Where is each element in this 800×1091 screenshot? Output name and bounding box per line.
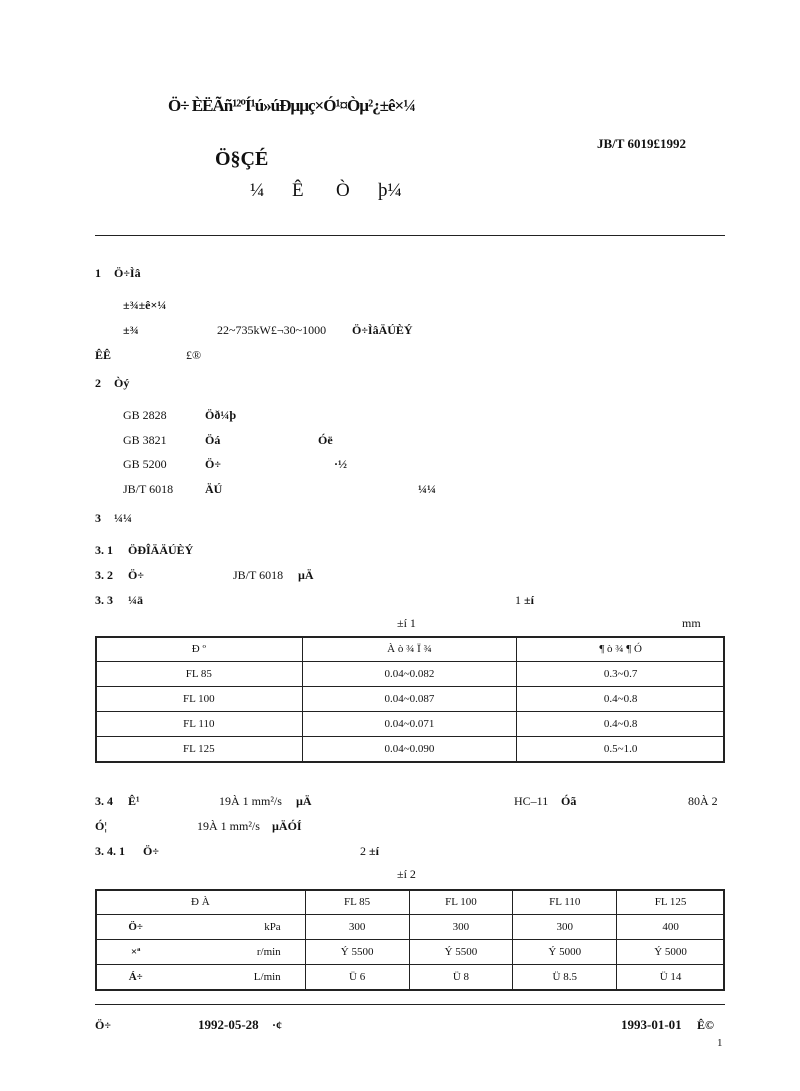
issued-lead: Ö÷ <box>95 1018 111 1032</box>
section-3-4-code-tail: Óã <box>561 794 577 808</box>
table-cell: Ü 8 <box>409 965 513 990</box>
section-3-4-line2-lead: Ó¦ <box>95 819 107 833</box>
section-1-line2-tail: Ö÷ÌâÄÚÈÝ <box>352 323 413 337</box>
table-header-cell: Ð À <box>96 890 306 915</box>
effective-date: 1993-01-01 <box>621 1017 682 1032</box>
section-3-4-1-lead: Ö÷ <box>143 844 159 858</box>
section-1-line2-lead: ±¾ <box>123 323 139 337</box>
section-2-number: 2 <box>95 376 101 390</box>
ref-mark-2: ¼¼ <box>418 482 436 496</box>
table-cell: 0.04~0.071 <box>302 712 517 737</box>
effective-tail: Ê© <box>697 1018 714 1032</box>
section-1-line2-text: 22~735kW£¬30~1000 <box>217 323 327 337</box>
table-cell: 300 <box>409 915 513 940</box>
ref-code: GB 2828 <box>123 408 167 422</box>
table-cell: 0.04~0.082 <box>302 662 517 687</box>
section-3-2-number: 3. 2 <box>95 568 113 582</box>
standard-number: JB/T 6019£1992 <box>597 136 686 151</box>
table-cell: 0.4~0.8 <box>517 687 725 712</box>
param-name: ×ª <box>96 940 176 965</box>
ref-mark-2: Óë <box>318 433 333 447</box>
ref-code: GB 5200 <box>123 457 167 471</box>
section-3-4-right: 80À 2 <box>688 794 718 808</box>
section-1-number: 1 <box>95 266 101 280</box>
product-name: Ö§ÇÉ <box>215 148 269 170</box>
issued-tail: ·¢ <box>272 1018 283 1032</box>
section-3-4-1-ref: 2 <box>360 844 366 858</box>
section-3-2-lead: Ö÷ <box>128 568 144 582</box>
table-row <box>96 940 725 965</box>
table-2-caption: ±í 2 <box>397 867 416 881</box>
param-unit: kPa <box>175 915 305 940</box>
section-3-4-1-tail: ±í <box>369 844 379 858</box>
section-3-3-lead: ¼ä <box>128 593 143 607</box>
section-3-4-1-number: 3. 4. 1 <box>95 844 125 858</box>
ref-mark: ÄÚ <box>205 482 223 496</box>
section-2-title: Òý <box>114 376 130 390</box>
ref-mark: Öð¼þ <box>205 408 237 422</box>
table-cell: 0.04~0.090 <box>302 737 517 762</box>
table-header-cell: FL 110 <box>513 890 617 915</box>
section-3-title: ¼¼ <box>114 511 132 525</box>
section-3-number: 3 <box>95 511 101 525</box>
table-cell: Ý 5500 <box>409 940 513 965</box>
table-cell: 300 <box>305 915 409 940</box>
table-1-unit: mm <box>682 616 701 630</box>
ref-mark: Ö÷ <box>205 457 221 471</box>
table-cell: 0.04~0.087 <box>302 687 517 712</box>
section-3-4-mid: µÄ <box>296 794 312 808</box>
table-cell: Ý 5000 <box>617 940 725 965</box>
table-row <box>96 662 725 687</box>
table-row <box>96 687 725 712</box>
section-1-title: Ö÷Ìâ <box>114 266 141 280</box>
section-3-1-text: ÖÐÎÄÄÚÈÝ <box>128 543 194 557</box>
page-number: 1 <box>717 1037 723 1049</box>
section-1-line3-lead: ÊÊ <box>95 348 112 362</box>
section-3-1-number: 3. 1 <box>95 543 113 557</box>
table-header-cell: Ð º <box>96 637 303 662</box>
subtitle-char-1: ¼ <box>250 180 265 201</box>
section-3-4-number: 3. 4 <box>95 794 113 808</box>
issued-date: 1992-05-28 <box>198 1017 259 1032</box>
table-1-caption: ±í 1 <box>397 616 416 630</box>
standard-title: Ö÷ ÈËÃñ¹²ºÍ¹ú»úÐµµç×Ó¹¤Òµ²¿±ê×¼ <box>168 96 415 115</box>
param-name: Á÷ <box>96 965 176 990</box>
ref-mark: Öá <box>205 433 221 447</box>
table-cell: Ü 14 <box>617 965 725 990</box>
table-header-cell: ¶ ò ¾ ¶ Ó <box>517 637 725 662</box>
table-row <box>96 965 725 990</box>
table-row <box>96 737 725 762</box>
table-cell: 0.5~1.0 <box>517 737 725 762</box>
ref-mark-2: ·½ <box>334 457 348 471</box>
section-3-2-tail: µÄ <box>298 568 314 582</box>
section-3-3-ref: 1 <box>515 593 521 607</box>
param-unit: r/min <box>175 940 305 965</box>
table-cell: FL 100 <box>96 687 303 712</box>
table-1 <box>95 636 725 762</box>
param-unit: L/min <box>175 965 305 990</box>
table-cell: Ü 6 <box>305 965 409 990</box>
section-3-4-text: 19À 1 mm²/s <box>219 794 282 808</box>
table-cell: 0.3~0.7 <box>517 662 725 687</box>
table-cell: FL 110 <box>96 712 303 737</box>
ref-code: JB/T 6018 <box>123 482 174 496</box>
table-header-cell: À ò ¾ Ï ¾ <box>302 637 517 662</box>
table-cell: FL 125 <box>96 737 303 762</box>
section-3-3-number: 3. 3 <box>95 593 113 607</box>
table-cell: FL 85 <box>96 662 303 687</box>
footer-divider <box>95 1004 725 1005</box>
table-header-cell: FL 100 <box>409 890 513 915</box>
table-cell: Ý 5000 <box>513 940 617 965</box>
table-row <box>96 915 725 940</box>
section-3-4-code: HC–11 <box>514 794 549 808</box>
table-cell: Ý 5500 <box>305 940 409 965</box>
section-1-line3-tail: £® <box>186 348 202 362</box>
ref-code: GB 3821 <box>123 433 167 447</box>
section-3-4-line2-tail: µÄÓÍ <box>272 819 302 833</box>
param-name: Ö÷ <box>96 915 176 940</box>
table-row <box>96 712 725 737</box>
section-3-4-line2-text: 19À 1 mm²/s <box>197 819 260 833</box>
section-3-3-tail: ±í <box>524 593 534 607</box>
table-header-cell: FL 85 <box>305 890 409 915</box>
subtitle-char-3: Ò <box>336 180 350 201</box>
section-3-2-text: JB/T 6018 <box>233 568 284 582</box>
table-cell: Ü 8.5 <box>513 965 617 990</box>
section-3-4-lead: Ê¹ <box>128 794 140 808</box>
table-cell: 300 <box>513 915 617 940</box>
subtitle-char-2: Ê <box>292 180 304 201</box>
table-cell: 0.4~0.8 <box>517 712 725 737</box>
table-cell: 400 <box>617 915 725 940</box>
section-1-line1: ±¾±ê×¼ <box>123 298 167 312</box>
table-header-row <box>96 890 725 915</box>
table-header-cell: FL 125 <box>617 890 725 915</box>
subtitle-char-4: þ¼ <box>378 180 402 201</box>
header-divider <box>95 235 725 236</box>
table-2 <box>95 889 725 990</box>
table-header-row <box>96 637 725 662</box>
